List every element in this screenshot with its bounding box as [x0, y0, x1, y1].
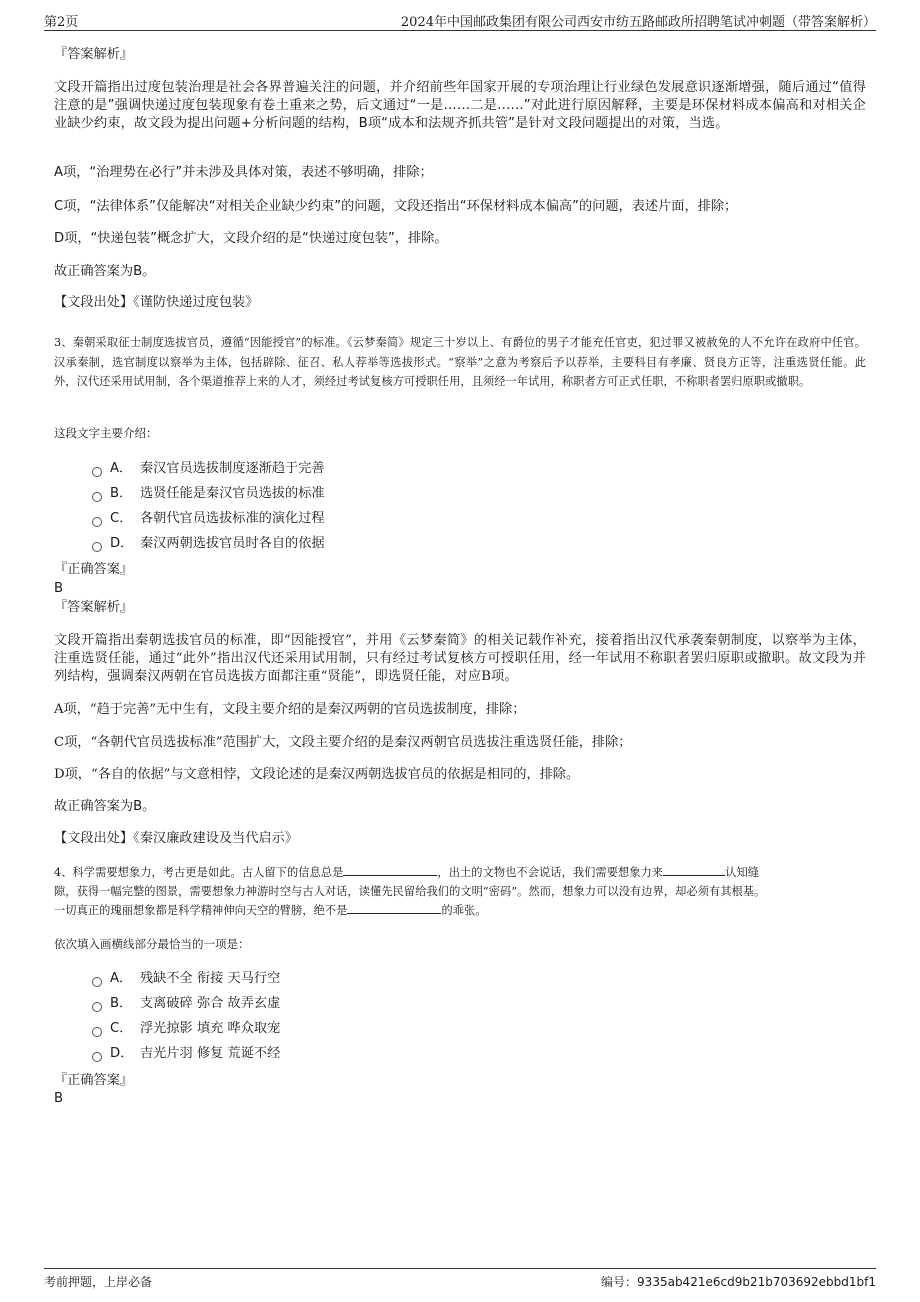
- radio-button[interactable]: [92, 977, 102, 987]
- fill-blank[interactable]: [343, 863, 437, 876]
- q3-option-c[interactable]: [92, 510, 325, 528]
- q3-stem: 3、秦朝采取征士制度选拔官员，遵循“因能授官”的标准。《云梦秦简》规定三十岁以上、有爵位的男子才能充任官吏，犯过罪又被赦免的人不允许在政府中任官。汉承秦制，选官制度以察举为主体，包括辟除、征召、私人荐举等选拔形式。“察举”之意为考察后予以荐举，主要科目有孝廉、贤良方正等，注重选贤任能。此外，汉代还采用试用制，各个渠道推荐上来的人才，须经过考试复核方可授职任用，且须经一年试用，称职者方可正式任职，不称职者罢归原职或撤职。: [54, 336, 866, 388]
- radio-button[interactable]: [92, 542, 102, 552]
- q4-stem-line-1: [54, 863, 866, 883]
- page-footer: [44, 1268, 876, 1290]
- radio-button[interactable]: [92, 1002, 102, 1012]
- q2-option-d-note: D项，“快递包装”概念扩大，文段介绍的是“快递过度包装”，排除。: [54, 231, 448, 246]
- option-key: D．: [110, 536, 134, 551]
- q3-analysis-text: 文段开篇指出秦朝选拔官员的标准，即“因能授官”，并用《云梦秦简》的相关记载作补充，接着指出汉代承袭秦朝制度，以察举为主体，注重选贤任能，通过“此外”指出汉代还采用试用制，只有经过考试复核方可授职任用，经一年试用不称职者罢归原职或撤职。故文段为并列结构，强调秦汉两朝在官员选拔方面都注重“贤能”，即选贤任能，对应B项。: [54, 633, 866, 684]
- q2-conclusion: 故正确答案为B。: [54, 264, 156, 279]
- q4-answer: B: [54, 1091, 64, 1106]
- q3-option-d[interactable]: [92, 535, 325, 553]
- option-text: 残缺不全 衔接 天马行空: [140, 971, 281, 986]
- option-text: 浮光掠影 填充 哗众取宠: [140, 1021, 281, 1036]
- q4-stem-line-3: [54, 901, 866, 921]
- q3-option-a-note: A项，“趋于完善”无中生有，文段主要介绍的是秦汉两朝的官员选拔制度，排除；: [54, 702, 526, 717]
- option-key: B．: [110, 486, 133, 501]
- radio-button[interactable]: [92, 1027, 102, 1037]
- fill-blank[interactable]: [347, 901, 441, 914]
- option-text: 各朝代官员选拔标准的演化过程: [140, 511, 325, 526]
- page-header: [44, 10, 876, 31]
- q3-option-b[interactable]: [92, 485, 325, 503]
- q3-answer: B: [54, 581, 64, 596]
- q4-answer-heading: 『正确答案』: [54, 1073, 134, 1088]
- footer-document-id: 编号：9335ab421e6cd9b21b703692ebbd1bf1: [601, 1275, 876, 1289]
- option-text: 秦汉两朝选拔官员时各自的依据: [140, 536, 325, 551]
- q2-source: 【文段出处】《谨防快递过度包装》: [54, 295, 259, 310]
- q4-option-b[interactable]: [92, 995, 280, 1013]
- page-number: 第2页: [44, 15, 79, 30]
- option-text: 支离破碎 弥合 故弄玄虚: [140, 996, 281, 1011]
- document-title: 2024年中国邮政集团有限公司西安市纺五路邮政所招聘笔试冲刺题（带答案解析）: [400, 15, 876, 30]
- q3-source: 【文段出处】《秦汉廉政建设及当代启示》: [54, 831, 298, 846]
- q4-prompt: 依次填入画横线部分最恰当的一项是：: [54, 937, 250, 951]
- q4-option-c[interactable]: [92, 1020, 280, 1038]
- radio-button[interactable]: [92, 467, 102, 477]
- option-key: B．: [110, 996, 133, 1011]
- q2-option-c-note: C项，“法律体系”仅能解决“对相关企业缺少约束”的问题，文段还指出“环保材料成本偏高”的问题，表述片面，排除；: [54, 199, 738, 214]
- q4-stem-part: 4、科学需要想象力，考古更是如此。古人留下的信息总是: [54, 866, 344, 879]
- q4-stem-part: 的乖张。: [441, 904, 487, 917]
- option-key: C．: [110, 511, 133, 526]
- radio-button[interactable]: [92, 492, 102, 502]
- q4-stem-line-2: 隙，获得一幅完整的图景，需要想象力神游时空与古人对话，读懂先民留给我们的文明“密码”。然而，想象力可以没有边界，却必须有其根基。: [54, 885, 766, 898]
- option-key: C．: [110, 1021, 133, 1036]
- radio-button[interactable]: [92, 1052, 102, 1062]
- option-text: 选贤任能是秦汉官员选拔的标准: [140, 486, 325, 501]
- q3-option-c-note: C项，“各朝代官员选拔标准”范围扩大，文段主要介绍的是秦汉两朝官员选拔注重选贤任能，排除；: [54, 735, 632, 750]
- option-key: A．: [110, 461, 133, 476]
- q4-option-a[interactable]: [92, 970, 280, 988]
- q4-stem-part: ，出土的文物也不会说话，我们需要想象力来: [437, 866, 664, 879]
- q3-conclusion: 故正确答案为B。: [54, 799, 156, 814]
- option-key: A．: [110, 971, 133, 986]
- q3-answer-heading: 『正确答案』: [54, 562, 134, 577]
- q4-stem-part: 一切真正的瑰丽想象都是科学精神伸向天空的臂膀，绝不是: [54, 904, 348, 917]
- q4-stem-part: 认知缝: [725, 866, 760, 879]
- q4-option-d[interactable]: [92, 1045, 280, 1063]
- radio-button[interactable]: [92, 517, 102, 527]
- option-text: 吉光片羽 修复 荒诞不经: [140, 1046, 281, 1061]
- fill-blank[interactable]: [663, 863, 725, 876]
- q3-option-a[interactable]: [92, 460, 325, 478]
- q2-option-a-note: A项，“治理势在必行”并未涉及具体对策，表述不够明确，排除；: [54, 165, 433, 180]
- option-text: 秦汉官员选拔制度逐渐趋于完善: [140, 461, 325, 476]
- q3-option-d-note: D项，“各自的依据”与文意相悖，文段论述的是秦汉两朝选拔官员的依据是相同的，排除。: [54, 767, 580, 782]
- q2-analysis-text: 文段开篇指出过度包装治理是社会各界普遍关注的问题，并介绍前些年国家开展的专项治理让行业绿色发展意识逐渐增强，随后通过“值得注意的是”强调快递过度包装现象有卷土重来之势，后文通过“一是……二是……”对此进行原因解释，主要是环保材料成本偏高和对相关企业缺少约束，故文段为提出问题+分析问题的结构，B项“成本和法规齐抓共管”是针对文段问题提出的对策，当选。: [54, 80, 866, 131]
- option-key: D．: [110, 1046, 134, 1061]
- q3-analysis-heading: 『答案解析』: [54, 600, 134, 615]
- q2-analysis-heading: 『答案解析』: [54, 47, 134, 62]
- footer-slogan: 考前押题，上岸必备: [44, 1275, 153, 1289]
- q3-prompt: 这段文字主要介绍：: [54, 426, 158, 440]
